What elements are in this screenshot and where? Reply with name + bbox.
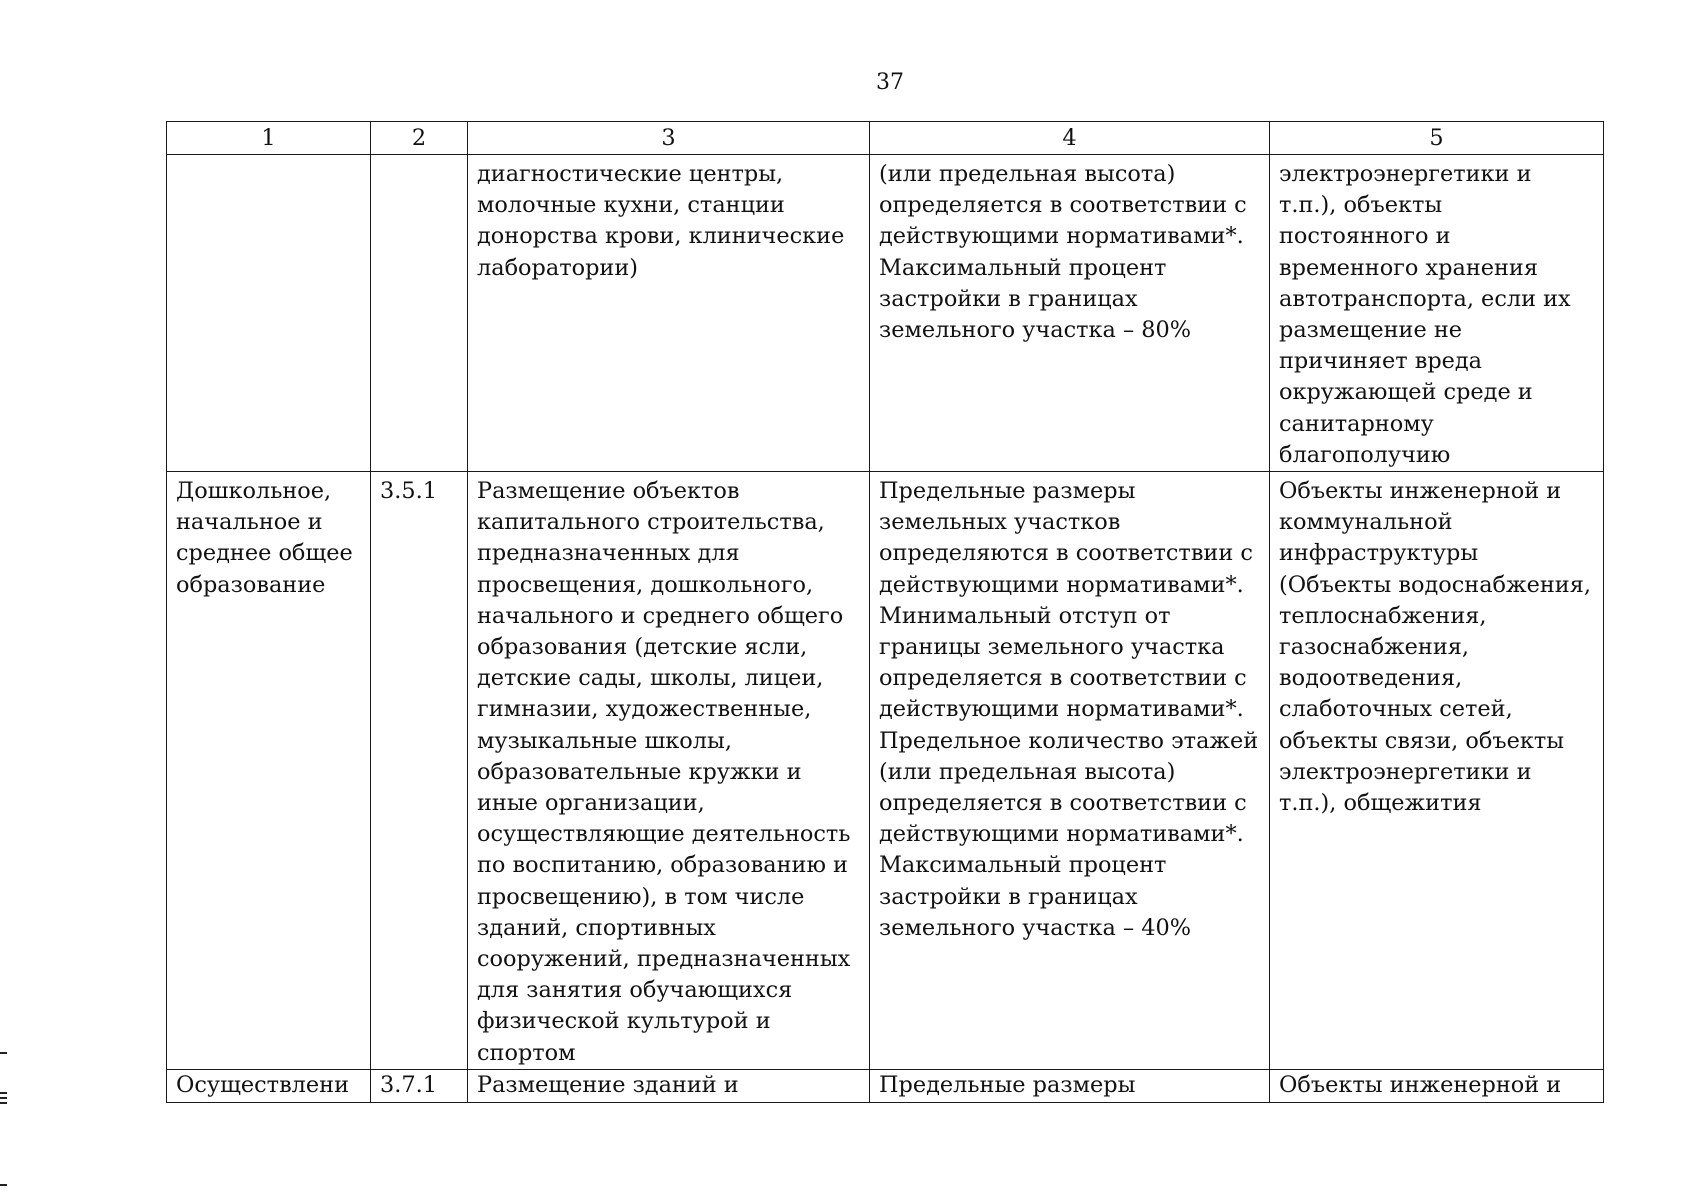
cell-use-code: 3.7.1 (371, 1069, 468, 1102)
header-col-3: 3 (468, 122, 870, 155)
header-col-1: 1 (167, 122, 371, 155)
table-row (167, 155, 1604, 472)
header-col-2: 2 (371, 122, 468, 155)
cell-use-code (371, 155, 468, 472)
cell-parameters: (или предельная высота) определяется в соответствии с действующими нормативами*. Максимальный процент застройки в границах земельного участка – 80% (870, 155, 1270, 472)
cell-auxiliary-uses: электроэнергетики и т.п.), объекты постоянного и временного хранения автотранспорта, если их размещение не причиняет вреда окружающей среде и санитарному благополучию (1270, 155, 1604, 472)
cell-use-description: диагностические центры, молочные кухни, станции донорства крови, клинические лаборатории) (468, 155, 870, 472)
cell-use-code: 3.5.1 (371, 472, 468, 1070)
page-number: 37 (876, 70, 904, 95)
table-row (167, 472, 1604, 1070)
zoning-table (166, 121, 1604, 1103)
cell-parameters: Предельные размеры земельных участков определяются в соответствии с действующими нормативами*. Минимальный отступ от границы земельного участка определяется в соответствии с действующими нормативами*. Предельное количество этажей (или предельная высота) определяется в соответствии с действующими нормативами*. Максимальный процент застройки в границах земельного участка – 40% (870, 472, 1270, 1070)
cell-auxiliary-uses: Объекты инженерной и коммунальной инфраструктуры (Объекты водоснабжения, теплоснабжения, газоснабжения, водоотведения, слаботочных сетей, объекты связи, объекты электроэнергетики и т.п.), общежития (1270, 472, 1604, 1070)
cell-auxiliary-uses: Объекты инженерной и (1270, 1069, 1604, 1102)
cell-use-name: Дошкольное, начальное и среднее общее образование (167, 472, 371, 1070)
table-row (167, 1069, 1604, 1102)
table-header-row (167, 122, 1604, 155)
cell-use-name (167, 155, 371, 472)
cell-parameters: Предельные размеры (870, 1069, 1270, 1102)
cell-use-name: Осуществлени (167, 1069, 371, 1102)
cell-use-description: Размещение объектов капитального строительства, предназначенных для просвещения, дошкольного, начального и среднего общего образования (детские ясли, детские сады, школы, лицеи, гимназии, художественные, музыкальные школы, образовательные кружки и иные организации, осуществляющие деятельность по воспитанию, образованию и просвещению), в том числе зданий, спортивных сооружений, предназначенных для занятия обучающихся физической культурой и спортом (468, 472, 870, 1070)
cell-use-description: Размещение зданий и (468, 1069, 870, 1102)
header-col-4: 4 (870, 122, 1270, 155)
header-col-5: 5 (1270, 122, 1604, 155)
